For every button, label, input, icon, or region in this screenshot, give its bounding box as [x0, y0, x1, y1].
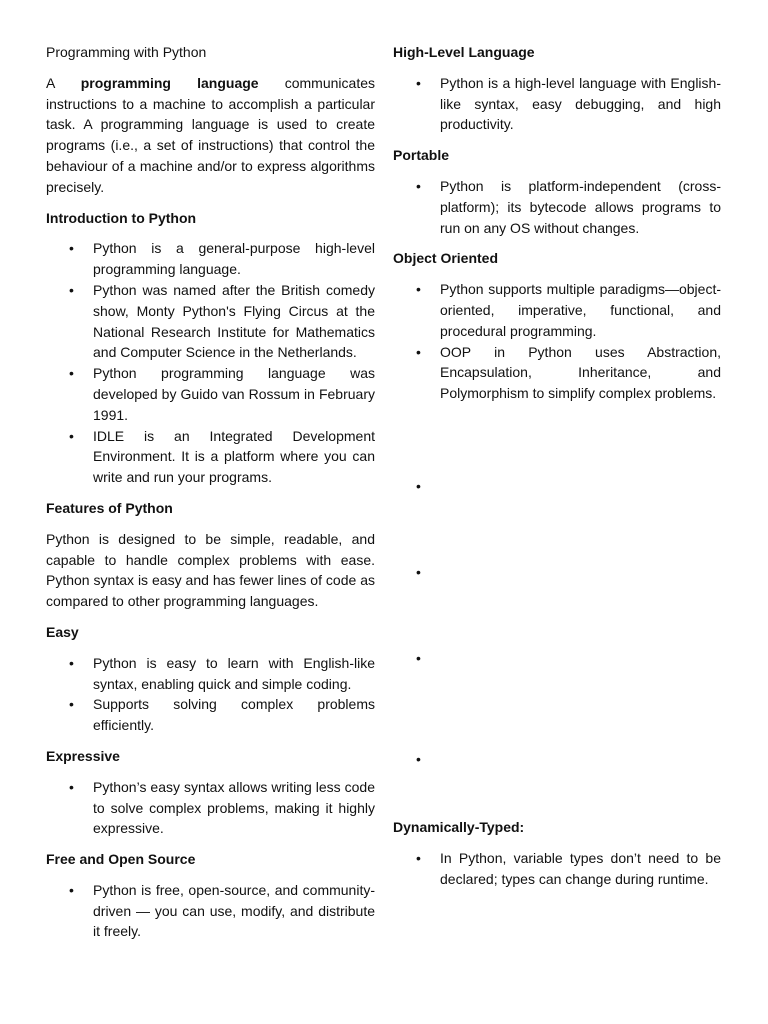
free-bullet-list	[46, 880, 375, 942]
bullet-icon: •	[69, 240, 74, 257]
bullet-icon: •	[416, 281, 421, 298]
object-oriented-heading: Object Oriented	[393, 250, 499, 267]
bullet-icon: •	[69, 881, 74, 898]
bullet-icon: •	[69, 654, 74, 671]
list-item: • Python’s easy syntax allows writing less code to solve complex problems, making it highly expressive.	[69, 778, 375, 837]
list-item: • IDLE is an Integrated Development Environment. It is a platform where you can write and run your programs.	[69, 427, 375, 486]
bullet-icon: •	[69, 281, 74, 298]
list-item: • Python is a general-purpose high-level programming language.	[69, 240, 375, 278]
bullet-icon: •	[416, 849, 421, 866]
empty-bullet-icon: •	[416, 478, 421, 494]
list-item: • Python is easy to learn with English-like syntax, enabling quick and simple coding.	[69, 654, 375, 692]
list-item: • Python is platform-independent (cross-platform); its bytecode allows programs to run on any OS without changes.	[416, 177, 721, 236]
portable-heading: Portable	[393, 147, 450, 164]
dynamically-typed-bullet-list	[393, 848, 721, 890]
expressive-bullet-list	[46, 777, 375, 839]
left-column	[46, 42, 375, 952]
list-item: • Python was named after the British comedy show, Monty Python's Flying Circus at the National Research Institute for Mathematics and Computer Science in the Netherlands.	[69, 281, 375, 361]
list-item: • Python supports multiple paradigms—object-oriented, imperative, functional, and procedural programming.	[416, 281, 721, 339]
bullet-icon: •	[416, 343, 421, 360]
list-item: • OOP in Python uses Abstraction, Encapsulation, Inheritance, and Polymorphism to simplify complex problems.	[416, 343, 721, 402]
portable-bullet-list	[393, 176, 721, 238]
intro-bold-term: programming language	[80, 74, 259, 91]
list-item: • Supports solving complex problems efficiently.	[69, 696, 375, 734]
bullet-icon: •	[69, 696, 74, 713]
right-column	[393, 42, 721, 414]
features-heading: Features of Python	[46, 499, 173, 516]
document-title: Programming with Python	[46, 44, 207, 60]
list-item: • Python programming language was developed by Guido van Rossum in February 1991.	[69, 365, 375, 423]
bullet-icon: •	[69, 778, 74, 795]
easy-bullet-list	[46, 653, 375, 736]
list-item: • Python is free, open-source, and community-driven — you can use, modify, and distribute it freely.	[69, 881, 375, 940]
bullet-icon: •	[69, 427, 74, 444]
empty-bullet-icon: •	[416, 564, 421, 580]
right-column-lower	[393, 817, 721, 899]
expressive-heading: Expressive	[46, 747, 120, 764]
high-level-bullet-list	[393, 73, 721, 135]
easy-heading: Easy	[46, 623, 79, 640]
bullet-icon: •	[416, 74, 421, 91]
dynamically-typed-heading: Dynamically-Typed:	[393, 819, 525, 835]
high-level-heading: High-Level Language	[393, 44, 535, 60]
empty-bullet-icon: •	[416, 650, 421, 666]
bullet-icon: •	[69, 365, 74, 382]
intro-rest: communicates instructions to a machine to accomplish a particular task. A programming language is used to create programs (i.e., a set of instructions) that control the behaviour of a machine and/or to express algorithms precisely.	[46, 74, 375, 195]
intro-paragraph	[46, 73, 375, 198]
object-oriented-bullet-list	[393, 279, 721, 404]
list-item: • Python is a high-level language with English-like syntax, easy debugging, and high productivity.	[416, 74, 721, 133]
intro-bullet-list	[46, 238, 375, 488]
intro-heading: Introduction to Python	[46, 209, 197, 226]
intro-prefix: A	[46, 74, 81, 91]
list-item: • In Python, variable types don’t need to be declared; types can change during runtime.	[416, 849, 721, 887]
free-open-source-heading: Free and Open Source	[46, 851, 196, 868]
features-paragraph: Python is designed to be simple, readable, and capable to handle complex problems with ease. Python syntax is easy and has fewer lines of code as compared to other programming languages.	[46, 530, 375, 610]
bullet-icon: •	[416, 177, 421, 194]
empty-bullet-icon: •	[416, 751, 421, 767]
